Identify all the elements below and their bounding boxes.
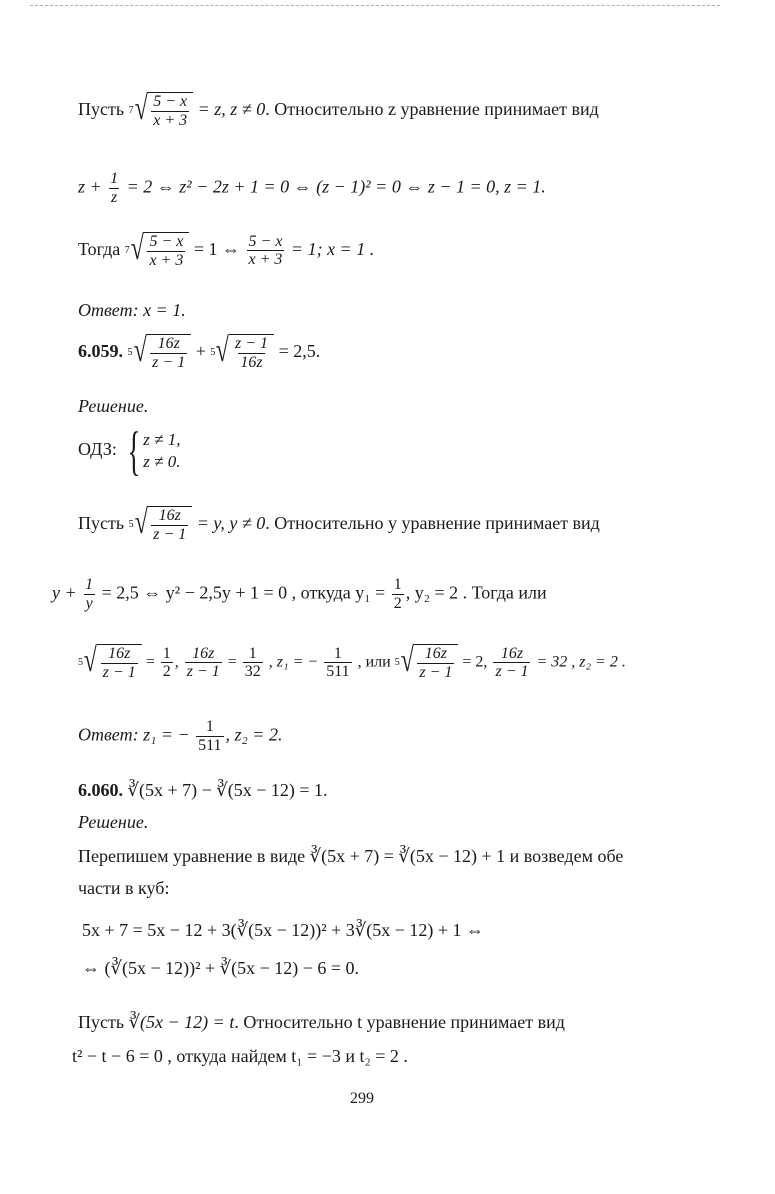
problem-6059: 6.059. 5 √ $\frac{16z}{z - 1}$ + 5 √ $\frac{z - 1}{16z}$ = 2,5.	[78, 332, 321, 371]
root-7: 7 √ $\frac{5 - x}{x + 3}$	[129, 92, 194, 130]
line-t-solution: t² − t − 6 = 0 , откуда найдем t₁ = −3 и t₂ = 2 .	[72, 1046, 408, 1066]
line-y-equation: y + $\frac{1}{y}$ = 2,5 ⇔ y² − 2,5y + 1 = 0 , откуда y₁ = $\frac{1}{2}$ , y₂ = 2 . Тогда или	[52, 576, 547, 612]
line-let-z	[78, 92, 599, 130]
expr-z: = z, z ≠ 0	[197, 99, 266, 120]
line-let-t: Пусть ∛(5x − 12) = t. Относительно t уравнение принимает вид	[78, 1012, 565, 1032]
line-expanded: 5x + 7 = 5x − 12 + 3(∛(5x − 12))² + 3∛(5x − 12) + 1 ⇔	[82, 920, 485, 940]
line-cube-parts: части в куб:	[78, 878, 170, 898]
line-rewrite: Перепишем уравнение в виде ∛(5x + 7) = ∛(5x − 12) + 1 и возведем обе	[78, 846, 624, 866]
root-7-b: 7 √ $\frac{5 - x}{x + 3}$	[125, 232, 190, 270]
top-rule	[30, 5, 720, 6]
line-z-equation: z + $\frac{1}{z}$ = 2 ⇔ z² − 2z + 1 = 0 ⇔ (z − 1)² = 0 ⇔ z − 1 = 0, z = 1.	[78, 170, 546, 206]
word-pust: Пусть	[78, 99, 125, 120]
line-then-x: Тогда 7 √ $\frac{5 - x}{x + 3}$ = 1 ⇔ $\frac{5 - x}{x + 3}$ = 1; x = 1 .	[78, 230, 375, 269]
solution-label-2: Решение.	[78, 812, 149, 832]
answer-1: Ответ: x = 1.	[78, 300, 186, 320]
page-number: 299	[350, 1090, 374, 1107]
domain-system: ОДЗ: { z ≠ 1, z ≠ 0.	[78, 421, 181, 481]
text-relative-z: . Относительно z уравнение принимает вид	[265, 99, 599, 120]
answer-2: Ответ: z₁ = − $\frac{1}{511}$ , z₂ = 2.	[78, 718, 283, 754]
line-let-y: Пусть 5 √ $\frac{16z}{z - 1}$ = y, y ≠ 0. Относительно y уравнение принимает вид	[78, 504, 600, 543]
line-cases: 5 √ $\frac{16z}{z - 1}$ = $\frac{1}{2}$ , $\frac{16z}{z - 1}$ = $\frac{1}{32}$ , z₁ = − $\frac{1}{511}$ , или 5 √ $\frac{16z}{z - 1}$ = 2, $\frac{16z}{z - 1}$ = 32 , z₂ = 2 .	[78, 642, 626, 681]
solution-label-1: Решение.	[78, 396, 149, 416]
line-quadratic-root: ⇔ (∛(5x − 12))² + ∛(5x − 12) − 6 = 0.	[82, 958, 360, 978]
problem-6060: 6.060. ∛(5x + 7) − ∛(5x − 12) = 1.	[78, 780, 328, 800]
